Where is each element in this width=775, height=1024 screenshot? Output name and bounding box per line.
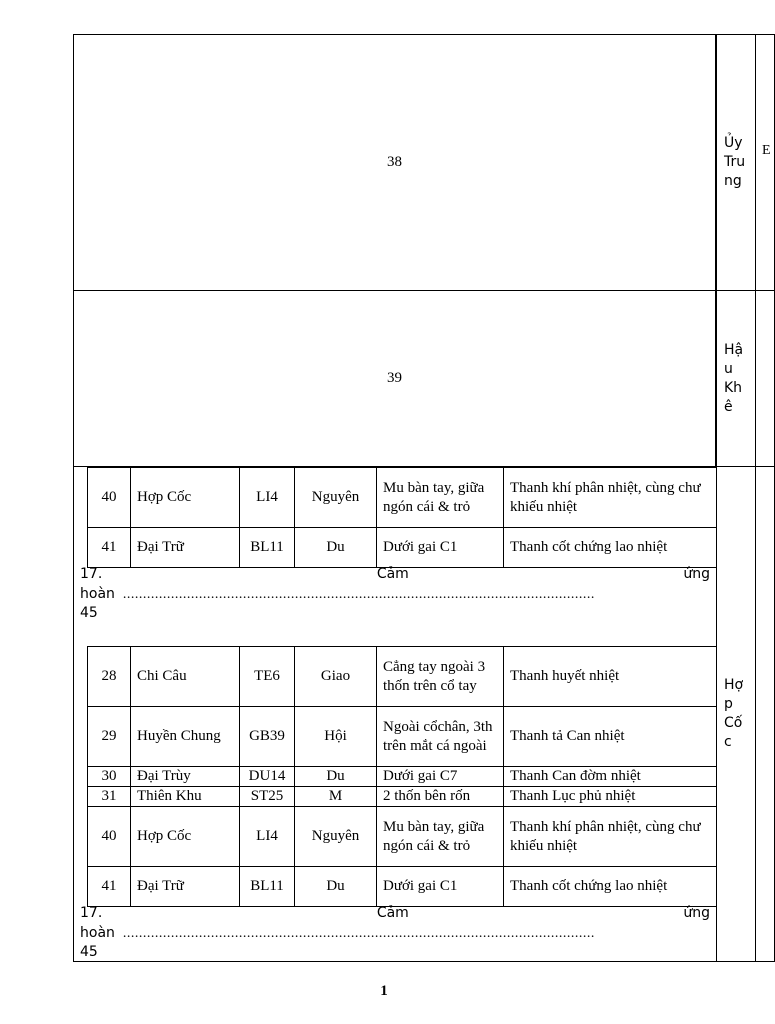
point-code: DU14: [240, 767, 295, 787]
point-number: 40: [88, 807, 131, 867]
point-type: Hội: [295, 707, 377, 767]
point-effect: Thanh tả Can nhiệt: [504, 707, 717, 767]
point-code: BL11: [240, 867, 295, 907]
side-line: p: [724, 696, 733, 712]
point-type: M: [295, 787, 377, 807]
edge-cell: [755, 290, 775, 467]
side-cell-hop-coc: [716, 466, 756, 962]
point-code: ST25: [240, 787, 295, 807]
point-number: 29: [88, 707, 131, 767]
point-name: Đại Trùy: [131, 767, 240, 787]
table-row: [88, 867, 717, 907]
point-effect: Thanh cốt chứng lao nhiệt: [504, 867, 717, 907]
note-middle: Cảm: [376, 905, 409, 921]
note-third-line: 45: [80, 944, 98, 960]
table-row: [88, 707, 717, 767]
point-name: Huyền Chung: [131, 707, 240, 767]
point-type: Nguyên: [295, 807, 377, 867]
note-prefix: 17.: [80, 566, 103, 582]
point-effect: Thanh khí phân nhiệt, cùng chư khiếu nhiệt: [504, 468, 717, 528]
point-code: TE6: [240, 647, 295, 707]
point-number: 41: [88, 867, 131, 907]
note-dots: ......................................................................................................................: [122, 586, 595, 602]
point-type: Nguyên: [295, 468, 377, 528]
table-row: [88, 767, 717, 787]
note-third-line: 45: [80, 605, 98, 621]
note-dots: ......................................................................................................................: [122, 925, 595, 941]
side-line: Cố: [724, 715, 743, 731]
point-name: Thiên Khu: [131, 787, 240, 807]
note-middle: Cảm: [376, 566, 409, 582]
side-line: c: [724, 734, 732, 750]
edge-text: E: [762, 143, 771, 158]
point-name: Chi Câu: [131, 647, 240, 707]
point-type: Giao: [295, 647, 377, 707]
point-effect: Thanh khí phân nhiệt, cùng chư khiếu nhiệt: [504, 807, 717, 867]
point-name: Hợp Cốc: [131, 468, 240, 528]
point-number: 31: [88, 787, 131, 807]
point-effect: Thanh Can đờm nhiệt: [504, 767, 717, 787]
point-type: Du: [295, 767, 377, 787]
table-row: [88, 647, 717, 707]
table-row: [88, 787, 717, 807]
point-effect: Thanh huyết nhiệt: [504, 647, 717, 707]
row-39-cell: [73, 290, 716, 467]
note-block: [80, 904, 710, 963]
edge-cell: [755, 34, 775, 291]
point-number: 30: [88, 767, 131, 787]
point-name: Hợp Cốc: [131, 807, 240, 867]
point-number: 41: [88, 528, 131, 568]
point-effect: Thanh cốt chứng lao nhiệt: [504, 528, 717, 568]
point-location: 2 thốn bên rốn: [377, 787, 504, 807]
point-location: Dưới gai C1: [377, 528, 504, 568]
point-location: Dưới gai C7: [377, 767, 504, 787]
side-line: u: [724, 360, 733, 377]
row-number: 39: [387, 370, 402, 386]
row-38-cell: [73, 34, 716, 291]
side-line: Kh: [724, 379, 743, 396]
side-cell-uy-trung: [716, 34, 756, 291]
point-location: Cẳng tay ngoài 3 thốn trên cổ tay: [377, 647, 504, 707]
side-line: ng: [724, 173, 742, 189]
point-name: Đại Trữ: [131, 867, 240, 907]
note-suffix: ứng: [683, 905, 710, 921]
point-code: LI4: [240, 468, 295, 528]
edge-cell: [755, 466, 775, 962]
point-location: Mu bàn tay, giữa ngón cái & trỏ: [377, 468, 504, 528]
side-cell-hau-khe: [716, 290, 756, 467]
row-number: 38: [387, 154, 402, 170]
point-type: Du: [295, 528, 377, 568]
note-suffix: ứng: [683, 566, 710, 582]
note-block: [80, 565, 710, 624]
point-effect: Thanh Lục phủ nhiệt: [504, 787, 717, 807]
point-code: GB39: [240, 707, 295, 767]
table-row: [88, 807, 717, 867]
side-line: Ủy: [724, 135, 743, 151]
point-location: Dưới gai C1: [377, 867, 504, 907]
side-line: ê: [724, 398, 733, 415]
point-number: 40: [88, 468, 131, 528]
note-line-start: hoàn: [80, 585, 115, 602]
point-name: Đại Trữ: [131, 528, 240, 568]
side-line: Hợ: [724, 677, 744, 693]
page-number: 1: [380, 983, 388, 999]
point-code: LI4: [240, 807, 295, 867]
point-code: BL11: [240, 528, 295, 568]
note-line-start: hoàn: [80, 924, 115, 941]
table-row: [88, 468, 717, 528]
point-number: 28: [88, 647, 131, 707]
side-line: Hậ: [724, 341, 744, 358]
note-prefix: 17.: [80, 905, 103, 921]
table-row: [88, 528, 717, 568]
point-location: Mu bàn tay, giữa ngón cái & trỏ: [377, 807, 504, 867]
side-line: Tru: [724, 154, 746, 170]
acupoint-table-b: [87, 646, 717, 907]
point-location: Ngoài cổchân, 3th trên mắt cá ngoài: [377, 707, 504, 767]
point-type: Du: [295, 867, 377, 907]
acupoint-table-a: [87, 467, 717, 568]
